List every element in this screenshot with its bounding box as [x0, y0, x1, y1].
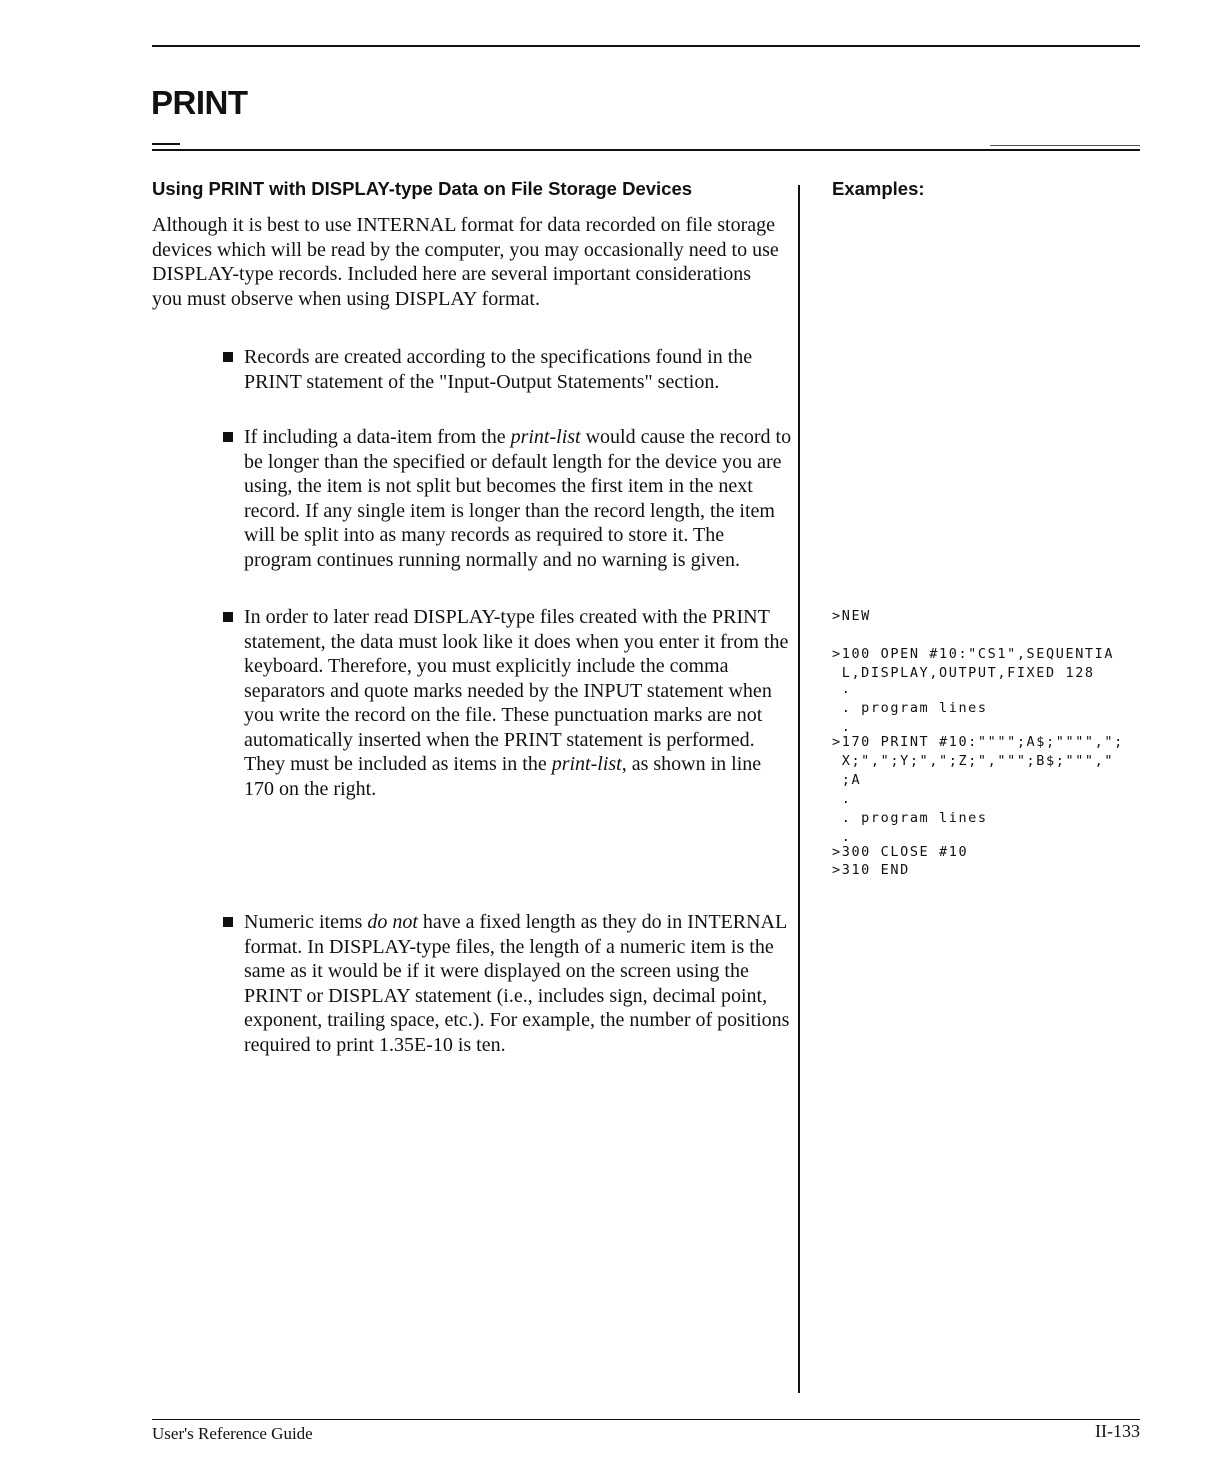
square-bullet-icon — [223, 917, 233, 927]
top-rule — [152, 45, 1140, 47]
code-line-300: >300 CLOSE #10 — [832, 844, 969, 860]
examples-heading: Examples: — [832, 178, 925, 199]
bullet-text: If including a data-item from the print-list would cause the record to be longer than the specified or default length for the device you are using, the item is not split but becomes the first item in the next record. If any single item is longer than the record length, the item will be split into as many records as required to store it. The program continues running normally and no warning is given. — [244, 426, 792, 571]
footer-rule — [152, 1419, 1140, 1420]
section-heading: Using PRINT with DISPLAY-type Data on File Storage Devices — [152, 178, 693, 199]
page-title: PRINT — [151, 84, 248, 121]
bullet-text: In order to later read DISPLAY-type files created with the PRINT statement, the data must look like it does when you enter it from the keyboard. Therefore, you must explicitly include the comma separators and quote marks needed by the INPUT statement when you write the record on the file. These punctuation marks are not automatically inserted when the PRINT statement is performed. They must be included as items in the print-list, as shown in line 170 on the right. — [244, 606, 789, 800]
title-rule — [152, 149, 1140, 151]
code-line-170: >170 PRINT #10:"""";A$;"""","; X;",";Y;",";Z;",""";B$;"""," ;A — [832, 734, 1124, 788]
title-rule-thin — [990, 145, 1140, 146]
footer-guide-title: User's Reference Guide — [152, 1424, 313, 1443]
title-rule-accent — [152, 143, 180, 145]
intro-paragraph: Although it is best to use INTERNAL format for data recorded on file storage devices which will be read by the computer, you may occasionally need to use DISPLAY-type records. Included here are several important considerations you must observe when using DISPLAY format. — [152, 214, 779, 310]
square-bullet-icon — [223, 432, 233, 442]
code-line-new: >NEW — [832, 608, 871, 624]
column-divider — [798, 185, 800, 1393]
code-program-lines: . . program lines . — [841, 791, 988, 845]
code-program-lines: . . program lines . — [841, 681, 988, 735]
page-number: II-133 — [1095, 1421, 1140, 1441]
code-line-310: >310 END — [832, 862, 910, 878]
bullet-text: Records are created according to the specifications found in the PRINT statement of the "Input-Output Statements" section. — [244, 346, 753, 393]
square-bullet-icon — [223, 612, 233, 622]
bullet-text: Numeric items do not have a fixed length as they do in INTERNAL format. In DISPLAY-type files, the length of a numeric item is the same as it would be if it were displayed on the screen using the PRINT or DISPLAY statement (i.e., includes sign, decimal point, exponent, trailing space, etc.). For example, the number of positions required to print 1.35E-10 is ten. — [244, 911, 790, 1056]
code-line-100: >100 OPEN #10:"CS1",SEQUENTIA L,DISPLAY,OUTPUT,FIXED 128 — [832, 646, 1115, 681]
square-bullet-icon — [223, 352, 233, 362]
